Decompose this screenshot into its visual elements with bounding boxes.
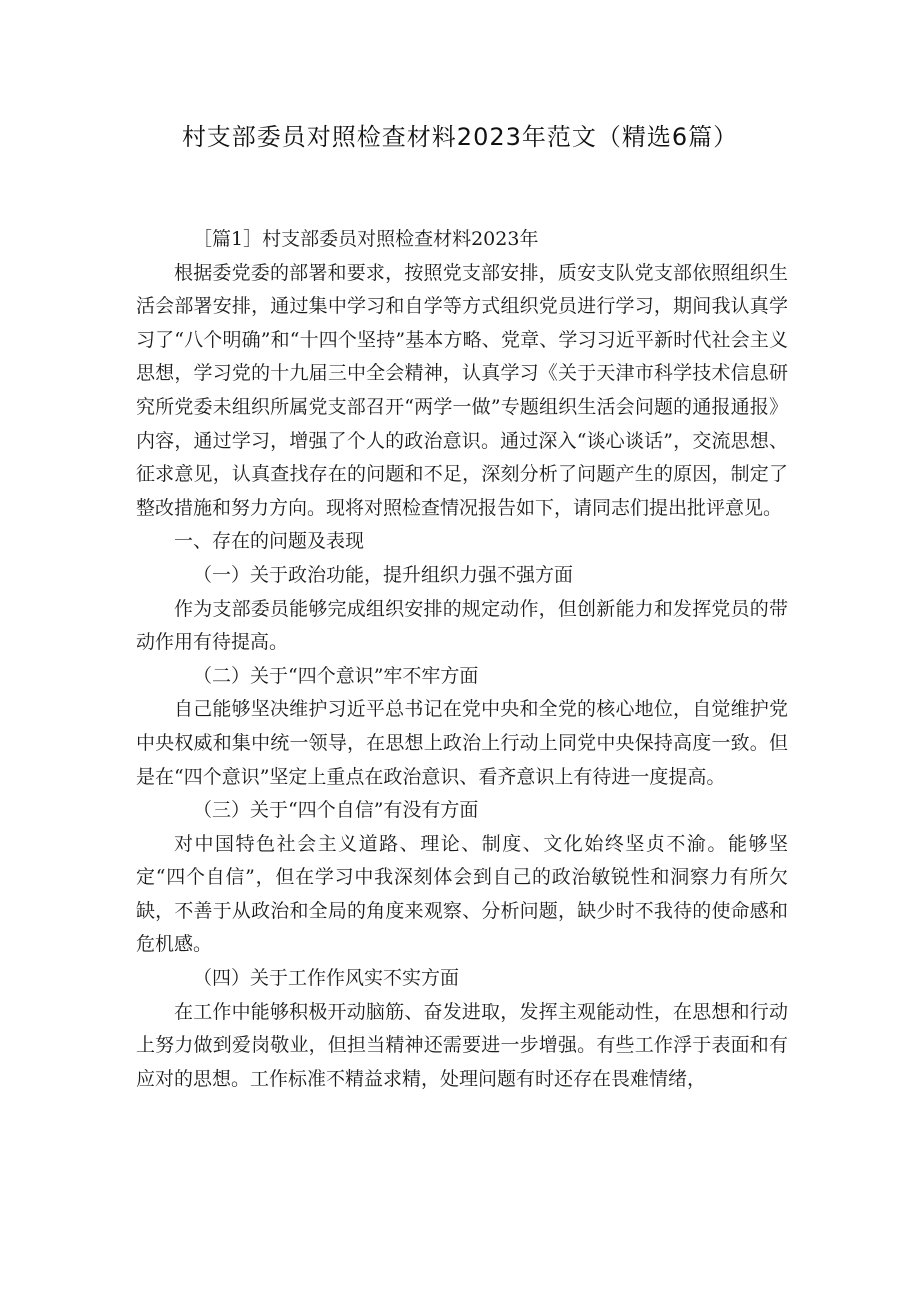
paragraph-four-confidences: 对中国特色社会主义道路、理论、制度、文化始终坚贞不渝。能够坚定“四个自信”，但在学习中我深刻体会到自己的政治敏锐性和洞察力有所欠缺，不善于从政治和全局的角度来观察、分析问题，缺少时不我待的使命感和危机感。 bbox=[136, 832, 788, 956]
section-heading-problems: 一、存在的问题及表现 bbox=[174, 530, 365, 553]
subheading-political-function: （一）关于政治功能，提升组织力强不强方面 bbox=[193, 563, 574, 586]
subheading-work-style: （四）关于工作作风实不实方面 bbox=[193, 967, 460, 990]
document-body bbox=[136, 223, 788, 1096]
intro-paragraph: 根据委党委的部署和要求，按照党支部安排，质安支队党支部依照组织生活会部署安排，通过集中学习和自学等方式组织党员进行学习，期间我认真学习了“八个明确”和“十四个坚持”基本方略、党章、学习习近平新时代社会主义思想，学习党的十九届三中全会精神，认真学习《关于天津市科学技术信息研究所党委未组织所属党支部召开“两学一做”专题组织生活会问题的通报通报》内容，通过学习，增强了个人的政治意识。通过深入“谈心谈话”，交流思想、征求意见，认真查找存在的问题和不足，深刻分析了问题产生的原因，制定了整改措施和努力方向。现将对照检查情况报告如下，请同志们提出批评意见。 bbox=[136, 261, 788, 519]
paragraph-four-consciousness: 自己能够坚决维护习近平总书记在党中央和全党的核心地位，自觉维护党中央权威和集中统一领导，在思想上政治上行动上同党中央保持高度一致。但是在“四个意识”坚定上重点在政治意识、看齐意识上有待进一度提高。 bbox=[136, 698, 788, 788]
paragraph-work-style: 在工作中能够积极开动脑筋、奋发进取，发挥主观能动性，在思想和行动上努力做到爱岗敬业，但担当精神还需要进一步增强。有些工作浮于表面和有应对的思想。工作标准不精益求精，处理问题有时还存在畏难情绪， bbox=[136, 1000, 788, 1090]
paragraph-political-function: 作为支部委员能够完成组织安排的规定动作，但创新能力和发挥党员的带动作用有待提高。 bbox=[136, 597, 788, 654]
section-heading-article-1: ［篇1］村支部委员对照检查材料2023年 bbox=[193, 228, 539, 250]
subheading-four-consciousness: （二）关于“四个意识”牢不牢方面 bbox=[193, 664, 479, 687]
subheading-four-confidences: （三）关于“四个自信”有没有方面 bbox=[193, 799, 479, 822]
document-title: 村支部委员对照检查材料2023年范文（精选6篇） bbox=[181, 123, 739, 151]
